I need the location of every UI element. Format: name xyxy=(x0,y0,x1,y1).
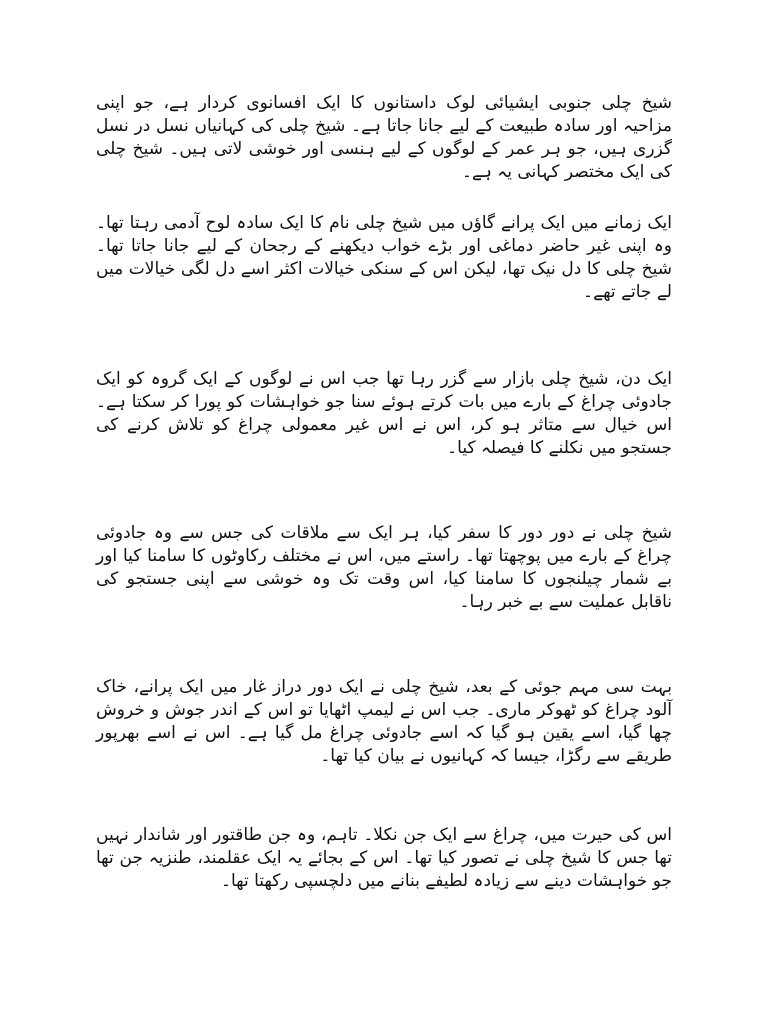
paragraph-village: ایک زمانے میں ایک پرانے گاؤں میں شیخ چلی نام کا ایک سادہ لوح آدمی رہتا تھا۔ وہ اپنی غیر حاضر دماغی اور بڑے خواب دیکھنے کے رجحان کے لیے جانا جاتا تھا۔ شیخ چلی کا دل نیک تھا، لیکن اس کے سنکی خیالات اکثر اسے دل لگی خیالات میں لے جاتے تھے۔ xyxy=(96,213,672,302)
paragraph-cave-lamp: بہت سی مہم جوئی کے بعد، شیخ چلی نے ایک دور دراز غار میں ایک پرانے، خاک آلود چراغ کو ٹھوکر ماری۔ جب اس نے لیمپ اٹھایا تو اس کے اندر جوش و خروش چھا گیا، اسے یقین ہو گیا کہ اسے جادوئی چراغ مل گیا ہے۔ اس نے اسے بھرپور طریقے سے رگڑا، جیسا کہ کہانیوں نے بیان کیا تھا۔ xyxy=(96,677,672,766)
paragraph-intro: شیخ چلی جنوبی ایشیائی لوک داستانوں کا ایک افسانوی کردار ہے، جو اپنی مزاحیہ اور سادہ طبیعت کے لیے جانا جاتا ہے۔ شیخ چلی کی کہانیاں نسل در نسل گزری ہیں، جو ہر عمر کے لوگوں کے لیے ہنسی اور خوشی لاتی ہیں۔ شیخ چلی کی ایک مختصر کہانی یہ ہے۔ xyxy=(96,93,672,182)
paragraph-genie: اس کی حیرت میں، چراغ سے ایک جن نکلا۔ تاہم، وہ جن طاقتور اور شاندار نہیں تھا جس کا شیخ چلی نے تصور کیا تھا۔ اس کے بجائے یہ ایک عقلمند، طنزیہ جن تھا جو خواہشات دینے سے زیادہ لطیفے بنانے میں دلچسپی رکھتا تھا۔ xyxy=(96,825,672,891)
paragraph-journey: شیخ چلی نے دور دور کا سفر کیا، ہر ایک سے ملاقات کی جس سے وہ جادوئی چراغ کے بارے میں پوچھتا تھا۔ راستے میں، اس نے مختلف رکاوٹوں کا سامنا کیا اور بے شمار چیلنجوں کا سامنا کیا، اس وقت تک وہ خوشی سے اپنی جستجو کی ناقابل عملیت سے بے خبر رہا۔ xyxy=(96,523,672,612)
paragraph-bazaar: ایک دن، شیخ چلی بازار سے گزر رہا تھا جب اس نے لوگوں کے ایک گروہ کو ایک جادوئی چراغ کے بارے میں بات کرتے ہوئے سنا جو خواہشات کو پورا کر سکتا ہے۔ اس خیال سے متاثر ہو کر، اس نے اس غیر معمولی چراغ کو تلاش کرنے کی جستجو میں نکلنے کا فیصلہ کیا۔ xyxy=(96,369,672,458)
